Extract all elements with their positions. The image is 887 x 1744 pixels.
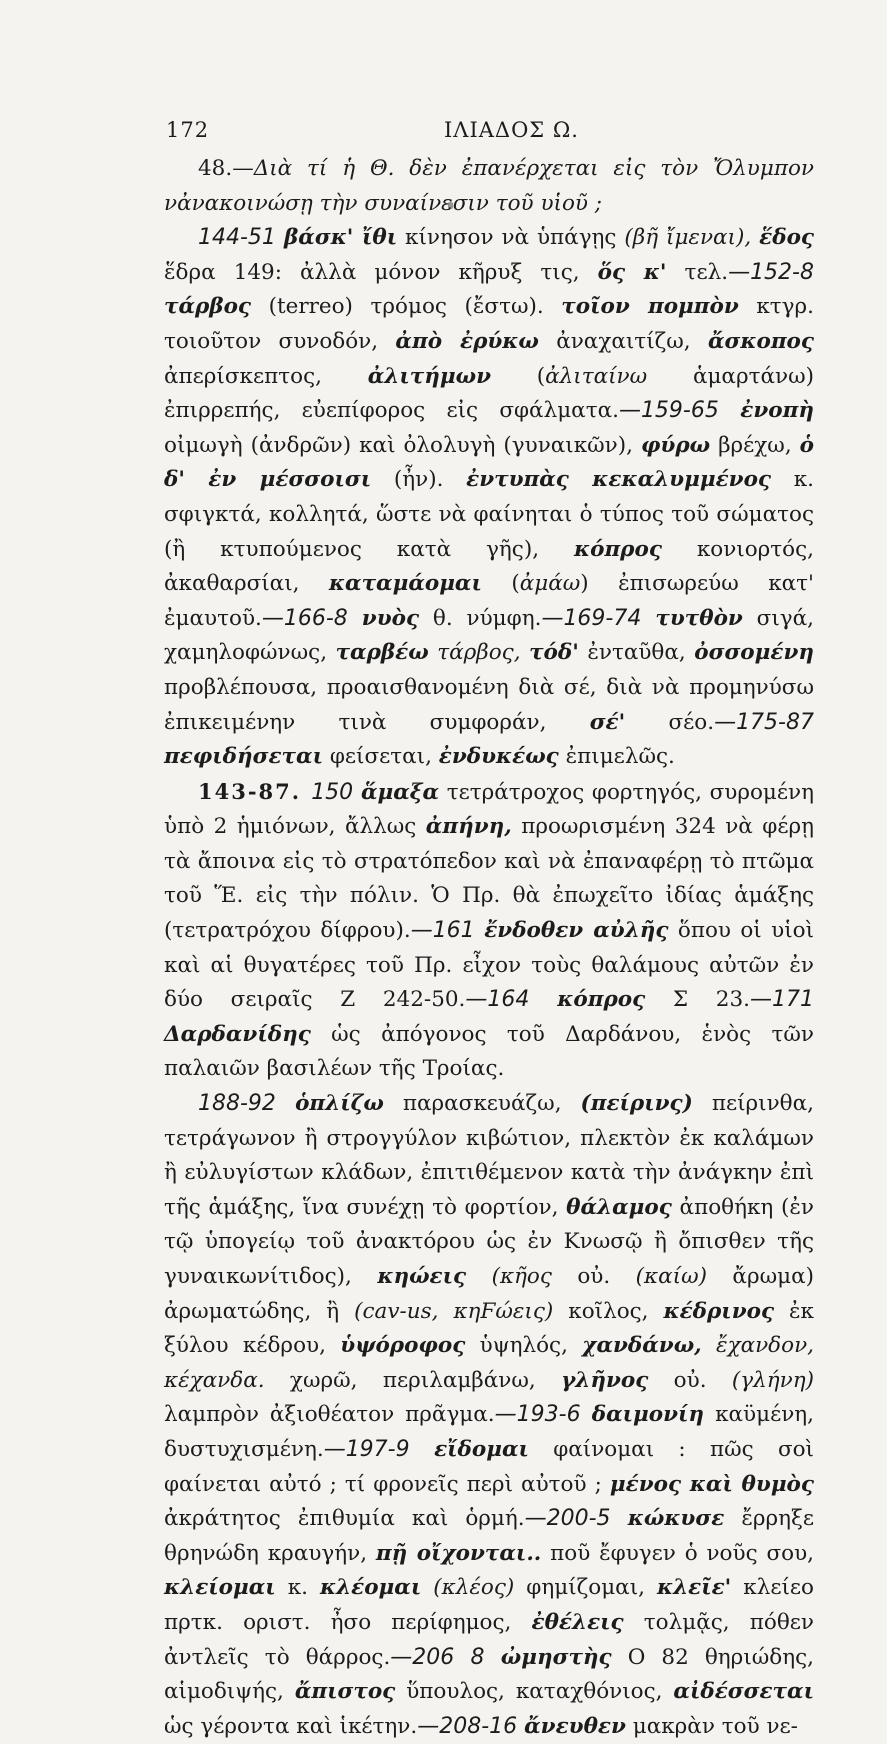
- text-run: Ο 82 θηριώδης, αἱμοδιψής,: [164, 1644, 814, 1705]
- lemma: ταρβέω: [335, 640, 429, 666]
- verse-reference: —208-16: [417, 1713, 525, 1739]
- verse-reference: 150: [311, 779, 361, 805]
- lemma: πεφιδήσεται: [164, 744, 323, 770]
- text-run: τολμᾷς, πόθεν ἀντλεῖς τὸ θάρρος.: [164, 1609, 814, 1670]
- text-run: (ἦν).: [371, 467, 467, 493]
- text-run: σέο.: [625, 709, 715, 735]
- lemma: ὀσσομένη: [694, 640, 814, 666]
- text-run: (terreo) τρόμος (ἔστω).: [251, 294, 562, 320]
- page-header: [166, 118, 806, 148]
- lemma: ὅς κ': [597, 259, 667, 285]
- text-run: κ. σφιγκτά, κολλητά, ὥστε νὰ φαίνηται ὁ τύπος τοῦ σώματος (ἢ κτυπούμενος κατὰ γῆς),: [164, 467, 814, 562]
- text-run: οὐ.: [648, 1367, 732, 1393]
- lemma: κηώεις: [377, 1264, 467, 1289]
- lemma: ὑψόροφος: [340, 1333, 466, 1359]
- section-heading: 143-87.: [198, 778, 312, 804]
- text-run: οὐ.: [551, 1264, 636, 1289]
- text-run: βρέχω,: [710, 432, 800, 458]
- text-run: [751, 225, 759, 250]
- text-run: Σ 23.: [645, 987, 750, 1013]
- verse-reference: —206 8: [390, 1644, 501, 1670]
- text-run: φείσεται,: [322, 744, 439, 770]
- running-title: ΙΛΙΑΔΟΣ Ω.: [444, 118, 579, 142]
- verse-reference: 144-51: [198, 225, 285, 251]
- verse-reference: —197-9: [323, 1436, 435, 1462]
- verse-reference: —169-74: [541, 605, 656, 631]
- lemma: ἅμαξα: [360, 779, 440, 805]
- text-run: ὡς γέροντα καὶ ἱκέτην.: [164, 1713, 418, 1739]
- text-run: ἔρρηξε θρηνώδη κραυγήν,: [164, 1506, 815, 1566]
- lemma: θάλαμος: [566, 1194, 672, 1220]
- verse-reference: —164: [465, 987, 558, 1013]
- text-run: μακρὰν τοῦ νε-: [625, 1713, 798, 1739]
- italic-text: ἀμάω: [519, 571, 581, 597]
- lemma: ἄσκοπος: [707, 328, 814, 354]
- verse-reference: —152-8: [728, 259, 814, 285]
- text-run: κοῖλος,: [553, 1298, 664, 1324]
- lemma: κόπρος: [557, 987, 646, 1013]
- text-run: θ. νύμφη.: [419, 605, 542, 631]
- lemma: κόπρος: [573, 536, 662, 562]
- text-run: ἀκράτητος ἐπιθυμία καὶ ὁρμή.: [164, 1506, 525, 1532]
- commentary-text: [164, 152, 814, 1744]
- text-run: ὕπουλος, καταχθόνιος,: [395, 1679, 674, 1705]
- lemma: σέ': [589, 709, 626, 735]
- paragraph: [164, 775, 814, 1087]
- text-run: πείρινθα, τετράγωνον ἢ στρογγύλον κιβώτιον, πλεκτὸν ἐκ καλάμων ἢ εὐλυγίστων κλάδων, ἐπιτιθέμενον κατὰ τὴν ἀνάγκην ἐπὶ τῆς ἁμάξης, ἵνα συνέχῃ τὸ φορτίον,: [164, 1091, 814, 1220]
- paragraph: [164, 152, 814, 221]
- verse-reference: —193-6: [494, 1402, 592, 1428]
- text-run: [521, 640, 530, 665]
- lemma: μένος καὶ θυμὸς: [609, 1471, 814, 1497]
- lemma: ἐντυπὰς κεκαλυμμένος: [466, 467, 771, 493]
- text-run: ἐπιμελῶς.: [558, 744, 675, 770]
- text-run: ἐνταῦθα,: [578, 640, 695, 666]
- page-number: 172: [166, 118, 210, 142]
- lemma: τοῖον πομπὸν: [561, 294, 739, 320]
- text-run: προβλέπουσα, προαισθανομένη διὰ σέ, διὰ νὰ προμηνύσω ἐπικειμένην τινὰ συμφοράν,: [164, 674, 814, 735]
- lemma: χανδάνω,: [582, 1333, 702, 1359]
- text-run: ὑψηλός,: [465, 1333, 583, 1359]
- lemma: κώκυσε: [627, 1506, 725, 1532]
- lemma: πῇ οἴχονται..: [375, 1540, 542, 1566]
- text-run: ἀπερίσκεπτος,: [164, 363, 368, 389]
- text-run: προωρισμένη 324 νὰ φέρῃ τὰ ἄποινα εἰς τὸ στρατόπεδον καὶ νὰ ἐπαναφέρῃ τὸ πτῶμα τοῦ Ἕ. εἰς τὴν πόλιν. Ὁ Πρ. θὰ ἐπωχεῖτο ἰδίας ἁμάξης (τετρατρόχου δίφρου).: [164, 814, 814, 944]
- lemma: κλείομαι: [164, 1575, 276, 1601]
- text-run: κονιορτός, ἀκαθαρσίαι,: [164, 536, 814, 597]
- text-run: ) ἐπισωρεύω κατ' ἐμαυτοῦ.: [164, 571, 814, 631]
- lemma: ὁπλίζω: [295, 1091, 384, 1117]
- text-run: [702, 1333, 716, 1358]
- text-run: ὅπου οἱ υἱοὶ καὶ αἱ θυγατέρες τοῦ Πρ. εἶχον τοὺς θαλάμους αὐτῶν ἐν δύο σειραῖς Ζ 242-50.: [164, 918, 814, 1013]
- lemma: ἄνευθεν: [524, 1713, 626, 1739]
- text-run: φημίζομαι,: [514, 1575, 657, 1601]
- verse-reference: 188-92: [198, 1091, 296, 1117]
- lemma: καταμάομαι: [328, 571, 482, 597]
- lemma: νυὸς: [361, 605, 420, 631]
- text-run: 48.—: [198, 156, 254, 181]
- verse-reference: —166-8: [261, 605, 362, 631]
- lemma: ἕδος: [759, 225, 814, 251]
- lemma: ὁ δ' ἐν μέσσοισι: [164, 432, 814, 493]
- lemma: ἔνδοθεν αὐλῆς: [484, 918, 669, 944]
- text-run: λαμπρὸν ἀξιοθέατον πρᾶγμα.: [164, 1402, 495, 1428]
- text-run: ἐκ ξύλου κέδρου,: [164, 1298, 814, 1359]
- italic-text: τάρβος,: [437, 640, 521, 666]
- lemma: γλῆνος: [561, 1367, 649, 1393]
- text-run: κτγρ. τοιοῦτον συνοδόν,: [164, 294, 814, 354]
- verse-reference: —161: [410, 918, 485, 944]
- lemma: κλέομαι: [319, 1575, 422, 1601]
- lemma: Δαρδανίδης: [164, 1021, 311, 1047]
- italic-text: ἀλιταίνω: [545, 363, 648, 389]
- lemma: ὠμηστὴς: [500, 1644, 612, 1670]
- text-run: φαίνομαι : πῶς σοὶ φαίνεται αὐτό ; τί φρονεῖς περὶ αὐτοῦ ;: [164, 1436, 814, 1497]
- text-run: ἀναχαιτίζω,: [538, 328, 708, 354]
- lemma: τυτθὸν: [655, 605, 743, 631]
- text-run: [421, 1575, 433, 1600]
- text-run: οἰμωγὴ (ἀνδρῶν) καὶ ὀλολυγὴ (γυναικῶν),: [164, 432, 641, 458]
- text-run: (: [490, 363, 546, 389]
- lemma: τόδ': [529, 640, 579, 666]
- italic-text: ἔχανδον, κέχανδα.: [164, 1333, 814, 1393]
- lemma: ἐνοπὴ: [740, 398, 814, 424]
- text-run: ποῦ ἔφυγεν ὁ νοῦς σου,: [541, 1540, 814, 1566]
- italic-text: (καίω): [635, 1264, 707, 1289]
- lemma: ἀπήνη,: [425, 814, 512, 840]
- text-run: ὡς ἀπόγονος τοῦ Δαρδάνου, ἑνὸς τῶν παλαιῶν βασιλέων τῆς Τροίας.: [164, 1021, 814, 1082]
- text-run: [429, 640, 438, 665]
- lemma: αἰδέσσεται: [673, 1679, 814, 1705]
- verse-reference: —200-5: [524, 1506, 628, 1532]
- paragraph: [164, 221, 814, 775]
- text-run: χωρῶ, περιλαμβάνω,: [264, 1367, 562, 1393]
- lemma: ἀλιτήμων: [367, 363, 491, 389]
- lemma: εἴδομαι: [434, 1436, 529, 1462]
- text-run: καϋμένη, δυστυχισμένη.: [164, 1402, 815, 1462]
- verse-reference: —159-65: [618, 398, 741, 424]
- verse-reference: —175-87: [714, 709, 814, 735]
- italic-text: (βῆ ἴμεναι),: [624, 225, 752, 251]
- text-run: ἁμαρτάνω) ἐπιρρεπής, εὐεπίφορος εἰς σφάλματα.: [164, 363, 814, 424]
- text-run: ἀποθήκη (ἐν τῷ ὑπογείῳ τοῦ ἀνακτόρου ὡς ἐν Κνωσῷ ἢ ὄπισθεν τῆς γυναικωνίτιδος),: [164, 1194, 814, 1289]
- text-run: τετράτροχος φορτηγός, συρομένη ὑπὸ 2 ἡμιόνων, ἄλλως: [164, 779, 814, 840]
- text-run: ἄρωμα) ἀρωματώδης, ἢ: [164, 1264, 815, 1324]
- lemma: ἄπιστος: [294, 1679, 396, 1705]
- lemma: κλεῖε': [656, 1575, 732, 1601]
- italic-text: (cav-us, κηϜώεις): [354, 1298, 554, 1324]
- lemma: (πείρινς): [580, 1091, 693, 1117]
- lemma: φύρω: [640, 432, 711, 458]
- text-run: παρασκευάζω,: [383, 1091, 581, 1117]
- text-run: ἕδρα 149: ἀλλὰ μόνον κῆρυξ τις,: [164, 259, 598, 285]
- lemma: ἐθέλεις: [531, 1609, 624, 1635]
- text-run: [466, 1264, 491, 1289]
- italic-text: Διὰ τί ἡ Θ. δὲν ἐπανέρχεται εἰς τὸν Ὄλυμπον νἀνακοινώσῃ τὴν συναίνεσιν τοῦ υἱοῦ ;: [164, 156, 814, 216]
- text-run: κίνησον νὰ ὑπάγῃς: [397, 225, 625, 251]
- lemma: τάρβος: [164, 294, 252, 320]
- text-run: κλείεο πρτκ. οριστ. ἦσο περίφημος,: [164, 1575, 814, 1635]
- italic-text: (γλήνη): [731, 1367, 814, 1393]
- lemma: βάσκ' ἴθι: [284, 225, 398, 251]
- verse-reference: —171: [750, 987, 814, 1013]
- text-run: (: [481, 571, 520, 597]
- text-run: τελ.: [666, 259, 729, 285]
- lemma: δαιμονίη: [591, 1402, 705, 1428]
- lemma: κέδρινος: [663, 1298, 775, 1324]
- lemma: ἀπὸ ἐρύκω: [395, 328, 539, 354]
- lemma: ἐνδυκέως: [438, 744, 559, 770]
- text-run: κ.: [275, 1575, 320, 1601]
- paragraph: [164, 1087, 814, 1744]
- italic-text: (κλέος): [433, 1575, 515, 1601]
- italic-text: (κῆος: [491, 1264, 552, 1289]
- text-run: σιγά, χαμηλοφώνως,: [164, 605, 814, 666]
